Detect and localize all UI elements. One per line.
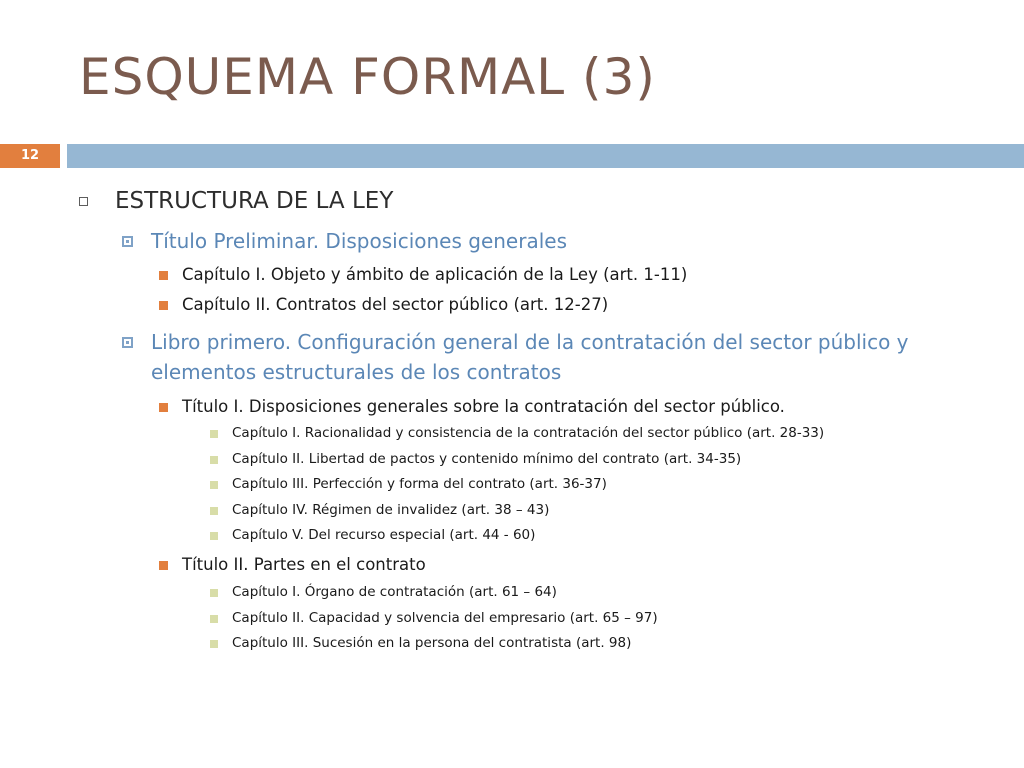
titulo-preliminar-label: Título Preliminar. Disposiciones generales — [151, 229, 567, 253]
list-item-text: Capítulo III. Sucesión en la persona del contratista (art. 98) — [232, 635, 632, 651]
list-item — [232, 635, 631, 651]
orange-square-bullet-icon — [159, 271, 168, 280]
titulo-2-label: Título II. Partes en el contrato — [182, 555, 426, 574]
square-bullet-icon — [122, 337, 133, 348]
titulo-1 — [182, 397, 785, 416]
list-item — [182, 265, 687, 284]
orange-square-bullet-icon — [159, 301, 168, 310]
list-item-text: Capítulo I. Objeto y ámbito de aplicación de la Ley (art. 1-11) — [182, 265, 688, 284]
libro-primero-label-line1: Libro primero. Configuración general de la contratación del sector público y — [151, 330, 909, 354]
hollow-square-bullet-icon — [79, 197, 88, 206]
list-item-text: Capítulo II. Contratos del sector público (art. 12-27) — [182, 295, 609, 314]
list-item — [232, 610, 658, 626]
orange-square-bullet-icon — [159, 403, 168, 412]
orange-square-bullet-icon — [159, 561, 168, 570]
small-square-bullet-icon — [210, 640, 218, 648]
small-square-bullet-icon — [210, 615, 218, 623]
titulo-preliminar — [151, 226, 567, 256]
small-square-bullet-icon — [210, 430, 218, 438]
list-item — [232, 527, 535, 543]
list-item-text: Capítulo V. Del recurso especial (art. 44 - 60) — [232, 527, 536, 543]
accent-bar — [67, 144, 1024, 168]
list-item-text: Capítulo I. Órgano de contratación (art. 61 – 64) — [232, 584, 557, 600]
small-square-bullet-icon — [210, 456, 218, 464]
small-square-bullet-icon — [210, 532, 218, 540]
list-item — [232, 451, 741, 467]
outline-heading-text: ESTRUCTURA DE LA LEY — [115, 188, 394, 214]
list-item-text: Capítulo IV. Régimen de invalidez (art. 38 – 43) — [232, 502, 550, 518]
list-item — [232, 476, 607, 492]
list-item — [232, 425, 824, 441]
outline-heading — [115, 188, 393, 214]
small-square-bullet-icon — [210, 589, 218, 597]
list-item-text: Capítulo I. Racionalidad y consistencia de la contratación del sector público (art. 28-33) — [232, 425, 825, 441]
list-item-text: Capítulo III. Perfección y forma del contrato (art. 36-37) — [232, 476, 607, 492]
small-square-bullet-icon — [210, 507, 218, 515]
list-item — [232, 584, 557, 600]
list-item — [182, 295, 608, 314]
list-item — [232, 502, 549, 518]
libro-primero — [151, 327, 909, 387]
list-item-text: Capítulo II. Capacidad y solvencia del empresario (art. 65 – 97) — [232, 610, 658, 626]
list-item-text: Capítulo II. Libertad de pactos y contenido mínimo del contrato (art. 34-35) — [232, 451, 742, 467]
slide-number: 12 — [0, 144, 60, 168]
libro-primero-label-line2: elementos estructurales de los contratos — [151, 360, 562, 384]
small-square-bullet-icon — [210, 481, 218, 489]
slide-title: ESQUEMA FORMAL (3) — [79, 48, 656, 106]
titulo-1-label: Título I. Disposiciones generales sobre la contratación del sector público. — [182, 397, 785, 416]
titulo-2 — [182, 555, 426, 574]
square-bullet-icon — [122, 236, 133, 247]
